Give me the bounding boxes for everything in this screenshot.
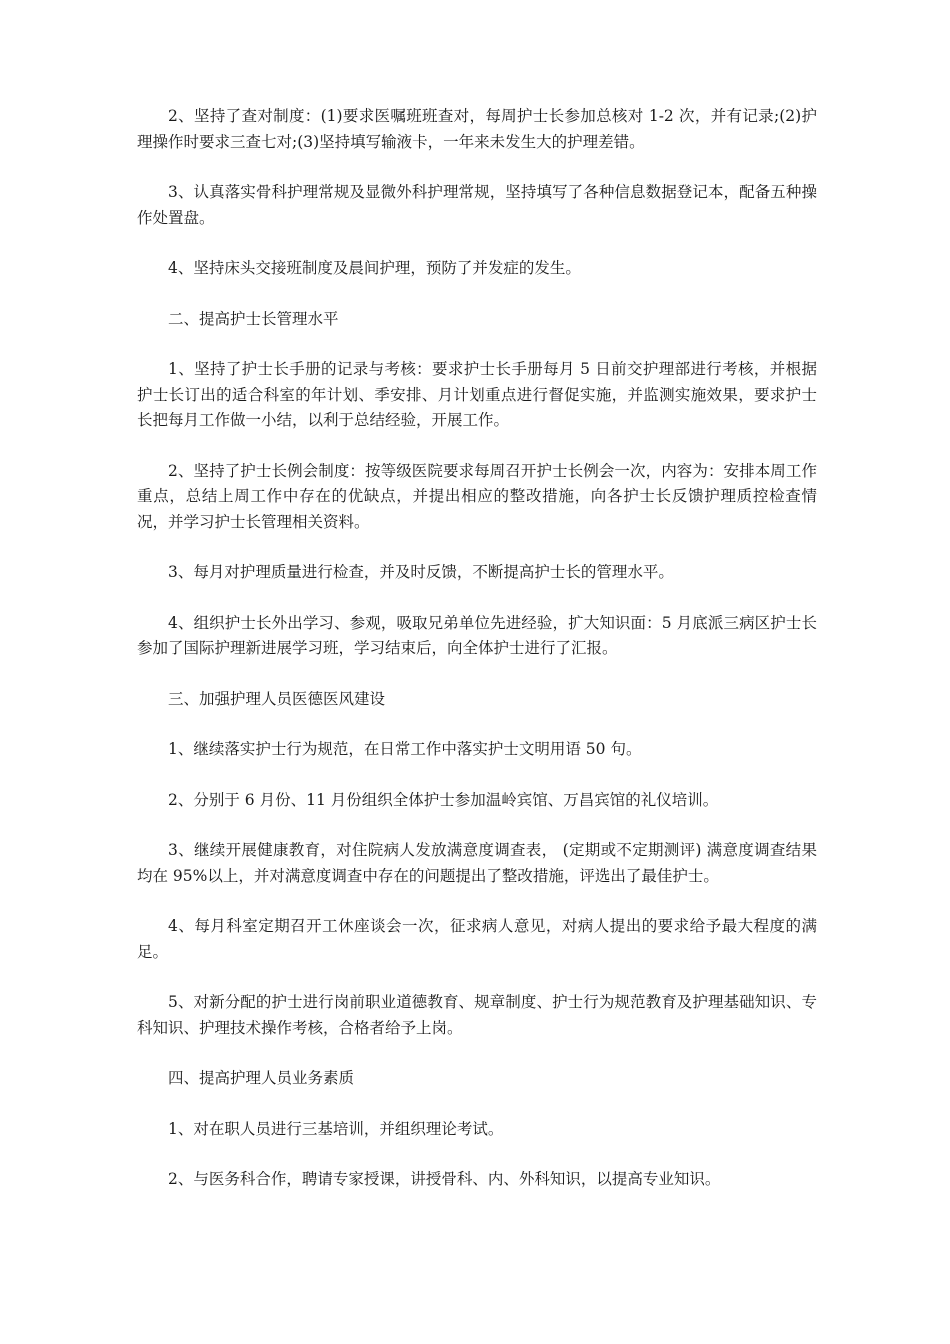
paragraph-etiquette-training: 2、分别于 6 月份、11 月份组织全体护士参加温岭宾馆、万昌宾馆的礼仪培训。 (168, 790, 719, 809)
paragraph-patient-forum: 4、每月科室定期召开工休座谈会一次，征求病人意见，对病人提出的要求给予最大程度的满足。 (137, 917, 817, 961)
paragraph-bedside-handover: 4、坚持床头交接班制度及晨间护理，预防了并发症的发生。 (168, 259, 581, 277)
section-heading-head-nurse-management: 二、提高护士长管理水平 (168, 309, 339, 328)
paragraph-orthopedic-routine: 3、认真落实骨科护理常规及显微外科护理常规，坚持填写了各种信息数据登记本，配备五种操作处置盘。 (137, 183, 817, 227)
paragraph-expert-lectures: 2、与医务科合作，聘请专家授课，讲授骨科、内、外科知识，以提高专业知识。 (168, 1170, 721, 1188)
paragraph-weekly-meeting: 2、坚持了护士长例会制度：按等级医院要求每周召开护士长例会一次，内容为：安排本周工作重点，总结上周工作中存在的优缺点，并提出相应的整改措施，向各护士长反馈护理质控检查情况，并学习护士长管理相关资料。 (137, 461, 817, 531)
paragraph-three-basics-training: 1、对在职人员进行三基培训，并组织理论考试。 (168, 1119, 504, 1138)
section-heading-professional-quality: 四、提高护理人员业务素质 (168, 1069, 355, 1087)
paragraph-conduct-norms: 1、继续落实护士行为规范，在日常工作中落实护士文明用语 50 句。 (168, 740, 642, 758)
paragraph-head-nurse-handbook: 1、坚持了护士长手册的记录与考核：要求护士长手册每月 5 日前交护理部进行考核，并根据护士长订出的适合科室的年计划、季安排、月计划重点进行督促实施，并监测实施效果，要求护士长把每月工作做一小结，以利于总结经验，开展工作。 (137, 360, 817, 429)
paragraph-health-education: 3、继续开展健康教育，对住院病人发放满意度调查表， (定期或不定期测评) 满意度调查结果均在 95%以上，并对满意度调查中存在的问题提出了整改措施，评选出了最佳护士。 (137, 841, 817, 885)
paragraph-external-study: 4、组织护士长外出学习、参观，吸取兄弟单位先进经验，扩大知识面：5 月底派三病区护士长参加了国际护理新进展学习班，学习结束后，向全体护士进行了汇报。 (137, 613, 817, 657)
paragraph-checking-system: 2、坚持了查对制度：(1)要求医嘱班班查对，每周护士长参加总核对 1-2 次，并有记录;(2)护理操作时要求三查七对;(3)坚持填写输液卡，一年来未发生大的护理差错。 (137, 107, 817, 151)
section-heading-medical-ethics: 三、加强护理人员医德医风建设 (168, 689, 386, 708)
paragraph-monthly-inspection: 3、每月对护理质量进行检查，并及时反馈，不断提高护士长的管理水平。 (168, 563, 674, 581)
document-body (137, 104, 817, 1218)
paragraph-new-nurse-training: 5、对新分配的护士进行岗前职业道德教育、规章制度、护士行为规范教育及护理基础知识、专科知识、护理技术操作考核，合格者给予上岗。 (137, 993, 817, 1037)
